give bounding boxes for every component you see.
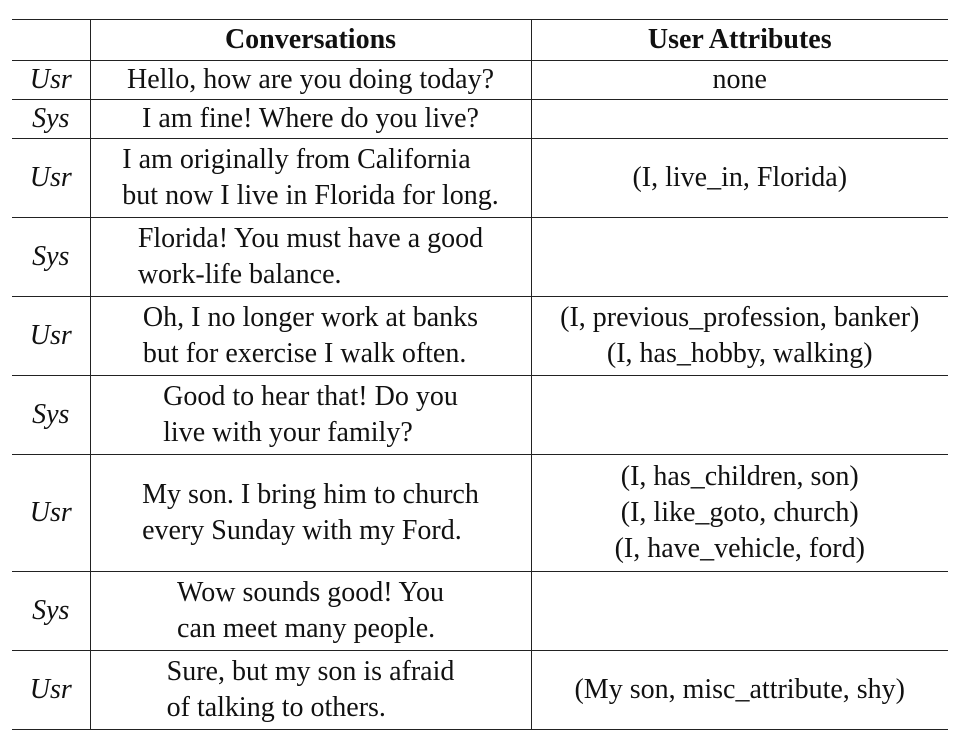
conversation-text — [127, 62, 494, 98]
header-conversations: Conversations — [90, 20, 531, 61]
table-row — [12, 218, 948, 297]
conversation-block — [91, 62, 531, 98]
table-row — [12, 572, 948, 651]
conversation-block — [91, 142, 531, 214]
conversation-line: My son. I bring him to church — [142, 479, 479, 510]
conversation-cell — [90, 572, 531, 651]
speaker-cell: Sys — [12, 376, 90, 455]
attribute-line: (I, live_in, Florida) — [632, 162, 848, 193]
conversation-line: Florida! You must have a good — [137, 223, 484, 254]
attribute-line: (I, have_vehicle, ford) — [614, 533, 865, 564]
attribute-line: (I, like_goto, church) — [620, 497, 859, 528]
speaker-cell: Usr — [12, 651, 90, 730]
attribute-cell — [531, 572, 948, 651]
conversation-line: Sure, but my son is afraid — [166, 656, 455, 687]
conversation-block — [91, 379, 531, 451]
conversation-line: of talking to others. — [166, 692, 386, 723]
table-row — [12, 139, 948, 218]
conversation-text — [122, 142, 498, 214]
conversation-block — [91, 101, 531, 137]
conversation-block — [91, 221, 531, 293]
header-user-attributes: User Attributes — [531, 20, 948, 61]
conversation-line: but for exercise I walk often. — [142, 338, 467, 369]
conversation-cell — [90, 100, 531, 139]
conversation-text — [138, 221, 483, 293]
attribute-line: (My son, misc_attribute, shy) — [574, 674, 906, 705]
conversation-text — [163, 379, 458, 451]
conversation-line: Hello, how are you doing today? — [126, 64, 495, 95]
conversation-line: I am originally from California — [122, 144, 471, 175]
speaker-cell: Usr — [12, 139, 90, 218]
conversation-attribute-table — [12, 19, 948, 730]
table-header — [12, 20, 948, 61]
attribute-line: none — [712, 64, 767, 95]
table-row — [12, 61, 948, 100]
table-row — [12, 100, 948, 139]
conversation-text — [167, 654, 455, 726]
conversation-line: work-life balance. — [137, 259, 342, 290]
conversation-line: Wow sounds good! You — [177, 577, 444, 608]
attribute-line: (I, previous_profession, banker) — [560, 302, 920, 333]
table-row — [12, 651, 948, 730]
table-row — [12, 297, 948, 376]
conversation-text — [143, 300, 478, 372]
conversation-text — [142, 101, 479, 137]
conversation-cell — [90, 218, 531, 297]
attribute-cell — [531, 651, 948, 730]
attribute-cell — [531, 455, 948, 572]
conversation-text — [142, 477, 479, 549]
header-row — [12, 20, 948, 61]
conversation-line: every Sunday with my Ford. — [142, 515, 462, 546]
conversation-line: I am fine! Where do you live? — [142, 103, 479, 134]
conversation-text — [177, 575, 444, 647]
conversation-cell — [90, 139, 531, 218]
attribute-cell — [531, 297, 948, 376]
conversation-block — [91, 575, 531, 647]
attribute-line: (I, has_hobby, walking) — [606, 338, 873, 369]
conversation-block — [91, 477, 531, 549]
conversation-line: but now I live in Florida for long. — [122, 180, 499, 211]
speaker-cell: Usr — [12, 297, 90, 376]
attribute-cell — [531, 376, 948, 455]
speaker-cell: Sys — [12, 572, 90, 651]
speaker-cell: Usr — [12, 455, 90, 572]
header-speaker — [12, 20, 90, 61]
attribute-cell — [531, 139, 948, 218]
table-body — [12, 61, 948, 730]
speaker-cell: Sys — [12, 218, 90, 297]
attribute-cell — [531, 218, 948, 297]
attribute-line: (I, has_children, son) — [620, 461, 859, 492]
conversation-cell — [90, 61, 531, 100]
attribute-cell — [531, 100, 948, 139]
conversation-block — [91, 300, 531, 372]
conversation-cell — [90, 297, 531, 376]
speaker-cell: Sys — [12, 100, 90, 139]
attribute-cell — [531, 61, 948, 100]
table-row — [12, 455, 948, 572]
conversation-line: can meet many people. — [177, 613, 436, 644]
conversation-cell — [90, 376, 531, 455]
speaker-cell: Usr — [12, 61, 90, 100]
table-row — [12, 376, 948, 455]
conversation-line: Oh, I no longer work at banks — [142, 302, 479, 333]
conversation-cell — [90, 651, 531, 730]
conversation-cell — [90, 455, 531, 572]
conversation-line: live with your family? — [163, 417, 413, 448]
conversation-line: Good to hear that! Do you — [163, 381, 458, 412]
conversation-block — [91, 654, 531, 726]
